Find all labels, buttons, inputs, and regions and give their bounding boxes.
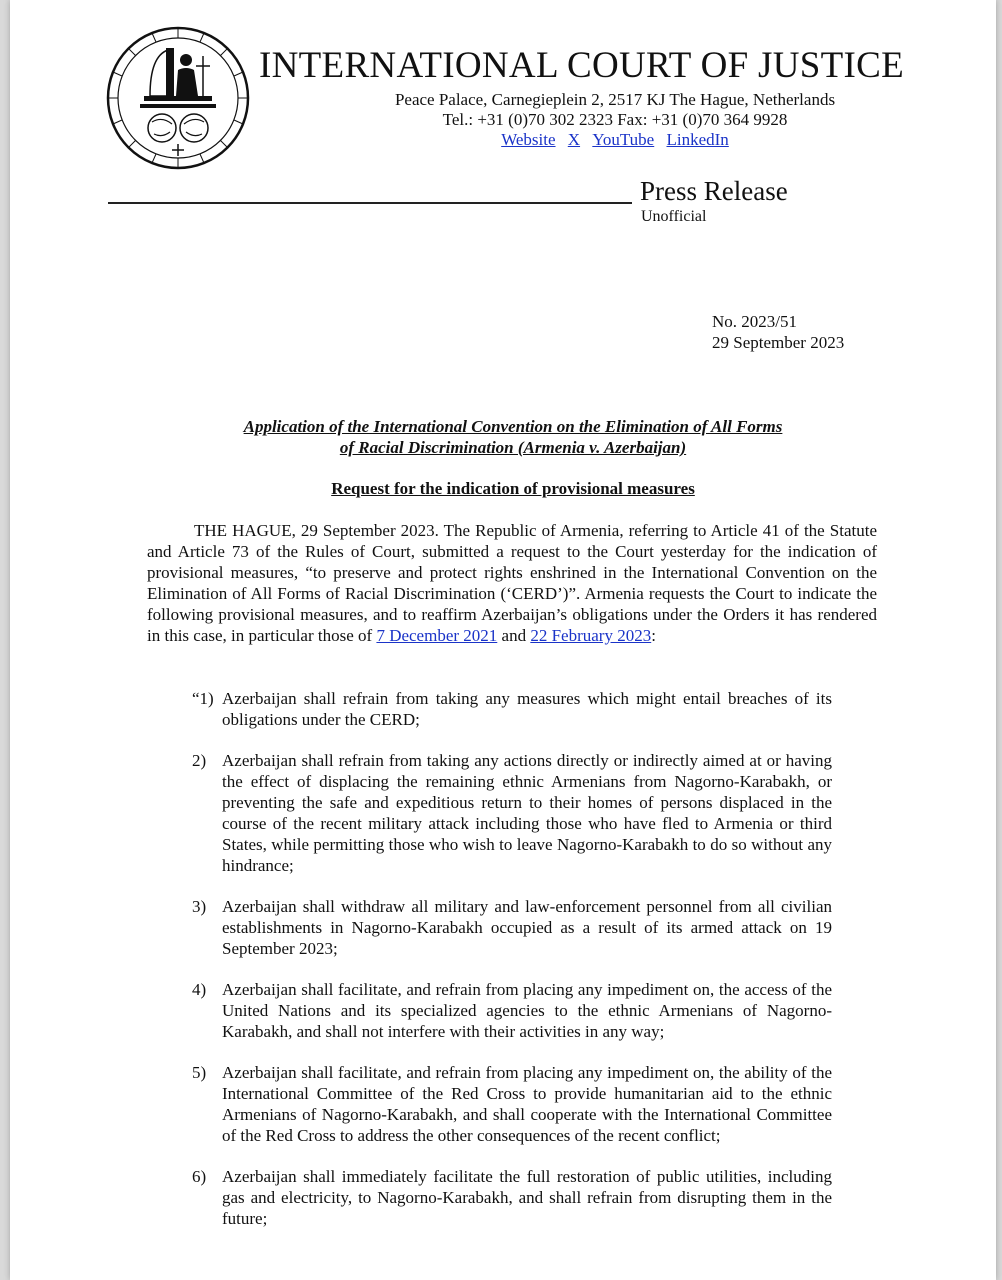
unofficial-label: Unofficial <box>641 208 707 225</box>
item-number: 2) <box>192 751 207 770</box>
contact-block <box>330 90 900 150</box>
item-number: “1) <box>192 689 214 708</box>
item-number: 6) <box>192 1167 207 1186</box>
document-page <box>10 0 996 1280</box>
list-item <box>192 896 832 959</box>
item-number: 4) <box>192 980 207 999</box>
x-link[interactable]: X <box>567 130 581 149</box>
release-reference <box>712 311 844 353</box>
item-text: Azerbaijan shall facilitate, and refrain from placing any impediment on, the ability of the International Committee of the Red Cross to provide humanitarian aid to the ethnic Armenians of Nagorno-Karabakh, and shall cooperate with the International Committee of the Red Cross to address the other consequences of the recent conflict; <box>222 1063 832 1145</box>
court-seal-logo <box>106 26 250 170</box>
list-item <box>192 1062 832 1146</box>
item-number: 5) <box>192 1063 207 1082</box>
address: Peace Palace, Carnegieplein 2, 2517 KJ The Hague, Netherlands <box>394 90 836 109</box>
intro-end: : <box>651 626 656 645</box>
release-date: 29 September 2023 <box>712 333 845 352</box>
order-link-2021[interactable]: 7 December 2021 <box>376 626 498 645</box>
list-item <box>192 979 832 1042</box>
item-text: Azerbaijan shall immediately facilitate the full restoration of public utilities, including gas and electricity, to Nagorno-Karabakh, and shall refrain from disrupting them in the future; <box>222 1167 832 1228</box>
intro-text: THE HAGUE, 29 September 2023. The Republic of Armenia, referring to Article 41 of the Statute and Article 73 of the Rules of Court, submitted a request to the Court yesterday for the indication of provisional measures, “to preserve and protect rights enshrined in the International Convention on the Elimination of All Forms of Racial Discrimination (‘CERD’)”. Armenia requests the Court to indicate the following provisional measures, and to reaffirm Azerbaijan’s obligations under the Orders it has rendered in this case, in particular those of <box>147 521 877 645</box>
website-link[interactable]: Website <box>501 130 556 149</box>
item-text: Azerbaijan shall withdraw all military and law-enforcement personnel from all civilian establishments in Nagorno-Karabakh occupied as a result of its armed attack on 19 September 2023; <box>222 897 832 958</box>
item-text: Azerbaijan shall refrain from taking any measures which might entail breaches of its obligations under the CERD; <box>222 689 832 729</box>
intro-paragraph <box>147 520 877 646</box>
item-text: Azerbaijan shall refrain from taking any actions directly or indirectly aimed at or having the effect of displacing the remaining ethnic Armenians from Nagorno-Karabakh, or preventing the safe and expeditious return to their homes of persons displaced in the course of the recent military attack including those who have fled to Armenia or third States, while permitting those who wish to leave Nagorno-Karabakh to do so without any hindrance; <box>222 751 832 875</box>
intro-connector: and <box>497 626 531 645</box>
release-number: No. 2023/51 <box>712 312 797 331</box>
court-name: INTERNATIONAL COURT OF JUSTICE <box>259 45 905 86</box>
case-title <box>148 416 878 458</box>
section-heading: Request for the indication of provisional measures <box>331 479 695 498</box>
youtube-link[interactable]: YouTube <box>592 130 655 149</box>
phone-fax: Tel.: +31 (0)70 302 2323 Fax: +31 (0)70 364 9928 <box>442 110 788 129</box>
item-text: Azerbaijan shall facilitate, and refrain from placing any impediment on, the access of the United Nations and its specialized agencies to the ethnic Armenians of Nagorno-Karabakh, and shall not interfere with their activities in any way; <box>222 980 832 1041</box>
press-release-label: Press Release <box>640 176 788 206</box>
social-links <box>330 130 900 150</box>
list-item <box>192 688 832 730</box>
item-number: 3) <box>192 897 207 916</box>
list-item <box>192 1166 832 1229</box>
linkedin-link[interactable]: LinkedIn <box>666 130 729 149</box>
case-title-line-1: Application of the International Convention on the Elimination of All Forms <box>243 417 783 436</box>
list-item <box>192 750 832 876</box>
provisional-measures-list <box>192 688 832 1249</box>
header-rule <box>108 202 632 204</box>
case-title-line-2: of Racial Discrimination (Armenia v. Azerbaijan) <box>339 438 687 457</box>
order-link-2023[interactable]: 22 February 2023 <box>530 626 652 645</box>
